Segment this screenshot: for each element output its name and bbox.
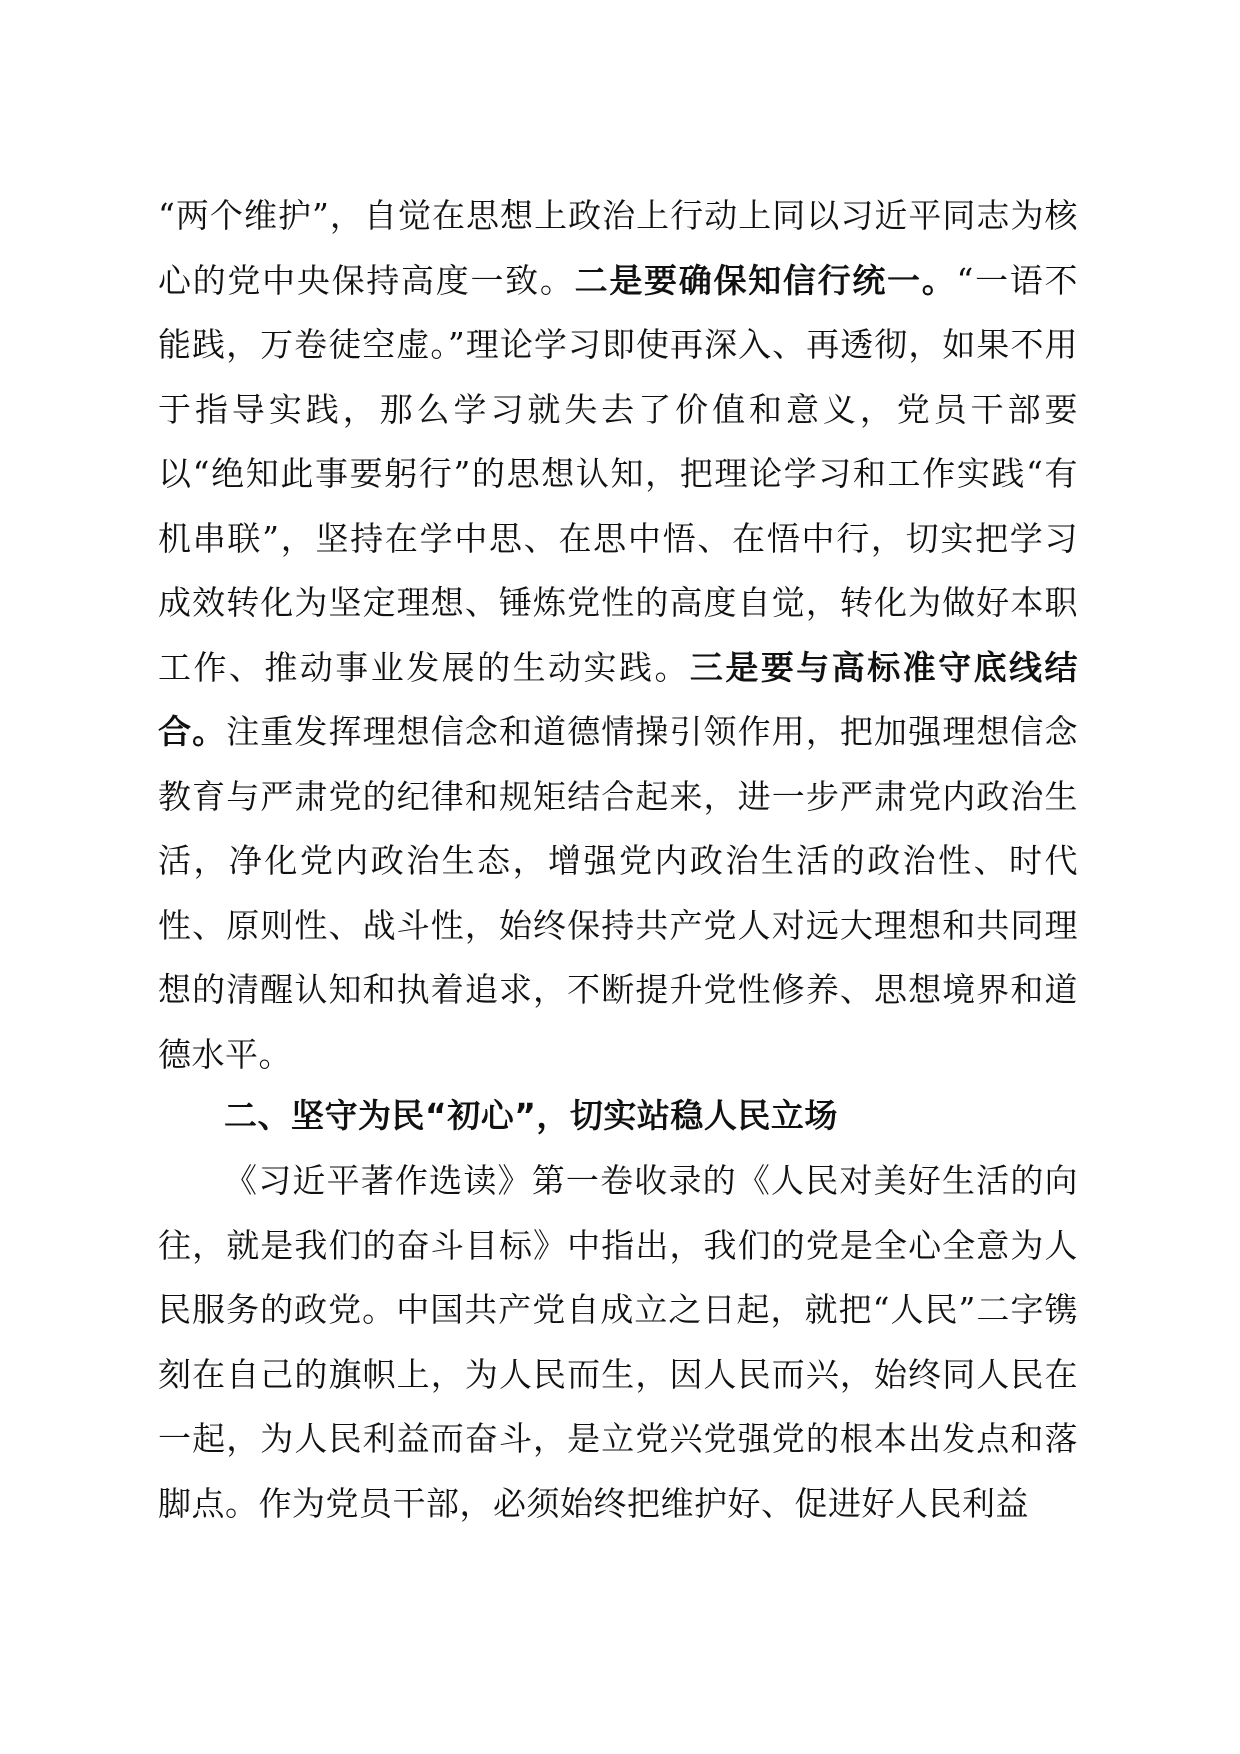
body-paragraph-2: 《习近平著作选读》第一卷收录的《人民对美好生活的向往，就是我们的奋斗目标》中指出，我们的党是全心全意为人民服务的政党。中国共产党自成立之日起，就把“人民”二字镌刻在自己的旗帜上，为人民而生，因人民而兴，始终同人民在一起，为人民利益而奋斗，是立党兴党强党的根本出发点和落脚点。作为党员干部，必须始终把维护好、促进好人民利益 xyxy=(158,1161,1078,1523)
paragraph-1-text-a: “两个维护”，自觉在思想上政治上行动上同以习近平同志为核心的党中央保持高度一致。 xyxy=(158,196,1078,300)
section-2-heading: 二、坚守为民“初心”，切实站稳人民立场 xyxy=(224,1096,838,1135)
point-three-heading: 三是要与高标准守底线结合。 xyxy=(158,647,1079,751)
paragraph-1-text-b: “一语不能践，万卷徒空虚。”理论学习即使再深入、再透彻，如果不用于指导实践，那么学习就失去了价值和意义，党员干部要以“绝知此事要躬行”的思想认知，把理论学习和工作实践“有机串联”，坚持在学中思、在思中悟、在悟中行，切实把学习成效转化为坚定理想、锤炼党性的高度自觉，转化为做好本职工作、推动事业发展的生动实践。 xyxy=(158,260,1079,687)
paragraph-1-text-c: 注重发挥理想信念和道德情操引领作用，把加强理想信念教育与严肃党的纪律和规矩结合起来，进一步严肃党内政治生活，净化党内政治生态，增强党内政治生活的政治性、时代性、原则性、战斗性，始终保持共产党人对远大理想和共同理想的清醒认知和执着追求，不断提升党性修养、思想境界和道德水平。 xyxy=(158,712,1079,1074)
point-two-heading: 二是要确保知信行统一。 xyxy=(574,260,957,300)
body-paragraph-1 xyxy=(158,184,1078,1087)
